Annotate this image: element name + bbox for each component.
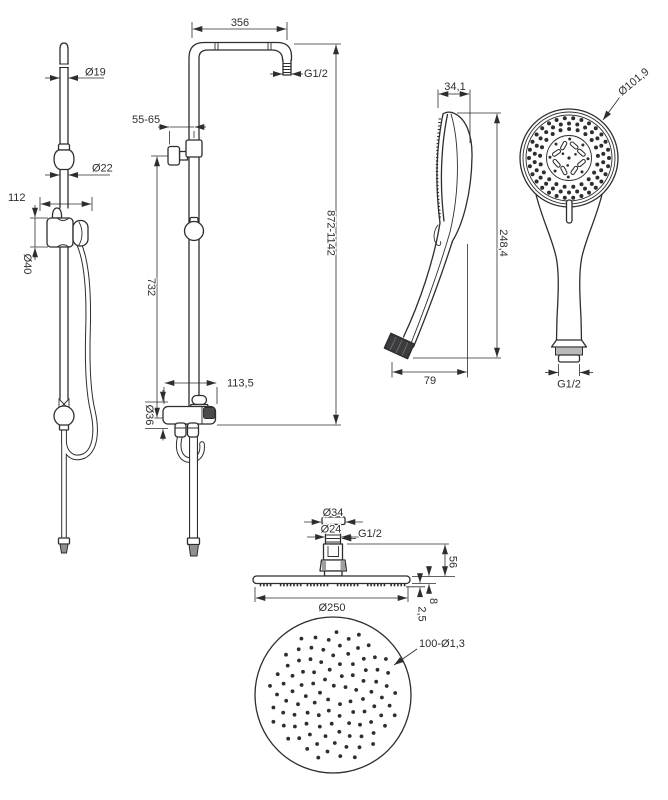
dim-length: 248,4 <box>497 229 509 257</box>
mode-lever <box>567 200 573 223</box>
hand-shower-side-view <box>385 81 510 387</box>
dim-flange-diameter: Ø34 <box>322 507 344 519</box>
hand-shower-front-view <box>520 66 652 391</box>
head-shower-side-view <box>253 507 459 622</box>
dim-nozzle-height: 2,5 <box>415 606 428 622</box>
dim-plate-thickness: 8 <box>427 597 439 605</box>
dim-bracket-width: 113,5 <box>227 377 254 390</box>
holder-knob <box>52 208 61 218</box>
dim-arm-width: 356 <box>230 17 250 29</box>
dim-rod-top-diameter: Ø19 <box>85 66 106 79</box>
dim-neck-thread: G1/2 <box>358 528 382 540</box>
shower-column-view <box>132 17 341 556</box>
head-shower-face-view <box>255 617 465 773</box>
dim-rod-diameter: Ø22 <box>92 162 113 175</box>
dim-head-diameter: Ø250 <box>318 602 346 614</box>
dim-head-diameter: Ø101,9 <box>616 65 652 99</box>
dim-neck-height: 56 <box>446 555 459 569</box>
dim-wall-clearance: 55-65 <box>132 114 161 126</box>
slide-bar-side-view <box>8 43 113 553</box>
dim-column-height: 872-1142 <box>324 210 337 256</box>
dim-slide-height: 732 <box>145 277 157 297</box>
head-plate <box>253 576 410 584</box>
dim-nozzle-spec: 100-Ø1,3 <box>419 638 465 650</box>
dim-arm-outlet-thread: G1/2 <box>304 68 328 80</box>
dim-holder-reach: 112 <box>8 192 26 204</box>
dim-head-depth: 34,1 <box>444 81 466 93</box>
dim-base-width: 79 <box>423 375 437 387</box>
dim-handle-thread: G1/2 <box>557 378 581 391</box>
dim-neck-diameter: Ø24 <box>320 523 342 536</box>
dim-inlet-diameter: Ø36 <box>143 404 155 426</box>
dim-holder-diameter: Ø40 <box>21 253 33 275</box>
